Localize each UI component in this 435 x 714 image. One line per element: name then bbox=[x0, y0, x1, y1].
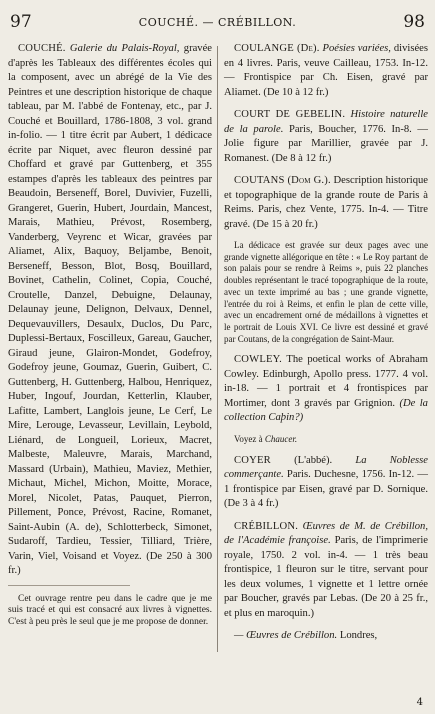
entry-body: Paris. Duchesne, 1756. In-12. — 1 frontispice par Eisen, gravé par D. Sornique. (De 3 à 4 fr.) bbox=[224, 469, 428, 510]
entry-note: La dédicace est gravée sur deux pages avec une grande vignette allégorique en tête : « Le Roy partant de son palais pour se rendre à Reims », puis 22 planches doubles représentant le tracé topographique de la route, avec un texte imprimé au bas ; une grande vignette, l'entrée du roi à Reims, et enfin le plan de cette ville, avec un encadrement orné de médaillons à vignettes et le portrait de Louis XVI. Ce livre est dessiné et gravé par Coutans, de la congrégation de Saint-Maur. bbox=[224, 240, 428, 344]
entry-title: Histoire naturelle de la parole. bbox=[224, 109, 428, 135]
right-page-number: 98 bbox=[403, 12, 425, 32]
entry-title: La Noblesse commerçante. bbox=[224, 454, 428, 481]
entry-title: Œuvres de M. de Crébillon, de l'Académie françoise. bbox=[224, 520, 428, 547]
entry-heading: COUTANS (Dom G.). bbox=[234, 175, 331, 186]
running-header bbox=[10, 12, 425, 34]
signature-mark: 4 bbox=[416, 697, 423, 708]
running-title: COUCHÉ. — CRÉBILLON. bbox=[138, 16, 297, 29]
entry-heading: COWLEY. bbox=[234, 354, 282, 366]
divider bbox=[8, 585, 130, 586]
left-column bbox=[8, 42, 212, 638]
entry-body: The poetical works of Abraham Cowley. Edinburgh, Apollo press. 1777. 4 vol. in-18. — 1 portrait et 4 frontispices par Mortimer, dont 3 gravés par Grignion. bbox=[224, 354, 428, 409]
entry-coyer bbox=[224, 454, 428, 512]
entry-author-title: (L'abbé). bbox=[294, 454, 333, 466]
entry-coutans bbox=[224, 174, 428, 232]
entry-heading: COURT DE GEBELIN. bbox=[234, 109, 346, 120]
entry-heading: COUCHÉ. bbox=[18, 43, 66, 54]
entry-body: Londres, bbox=[339, 630, 378, 642]
entry-body: divisées en 4 livres. Paris, veuve Cailleau, 1753. In-12. — Frontispice par Ch. Eisen, gravé par Aliamet. (De 10 à 12 fr.) bbox=[224, 43, 428, 98]
entry-heading: COYER bbox=[234, 454, 271, 466]
entry-collection: (De la collection Caþin?) bbox=[224, 397, 428, 424]
entry-coulange bbox=[224, 42, 428, 100]
column-rule bbox=[217, 46, 218, 652]
entry-body: Paris, Boucher, 1776. In-8. — Jolie figure par Marillier, gravée par J. Romanest. (De 8 à 12 fr.) bbox=[224, 123, 428, 164]
see-label: Voyez à bbox=[234, 433, 263, 444]
entry-heading: CRÉBILLON. bbox=[234, 520, 299, 532]
entry-crebillon-2 bbox=[224, 629, 428, 644]
see-target: Chaucer. bbox=[264, 433, 298, 444]
entry-body: Description historique et topographique de la grande route de Paris à Reims. Paris, chez Vente, 1775. In-4. — Titre gravé. (De 15 à 20 fr.) bbox=[224, 175, 428, 230]
left-page-number: 97 bbox=[10, 12, 32, 32]
entry-cowley bbox=[224, 353, 428, 426]
entry-couche bbox=[8, 42, 212, 579]
entry-title: Galerie du Palais-Royal, bbox=[69, 43, 180, 54]
entry-body: Paris, de l'imprimerie royale, 1750. 2 vol. in-4. — 1 très beau frontispice, 1 fleuron sur le titre, servant pour les deux volumes, 1 vignette et 1 lettre ornée par Boucher, gravés par Lebas. (De 20 à 25 fr., et plus en maroquin.) bbox=[224, 535, 428, 619]
entry-title: Poésies variées, bbox=[322, 43, 391, 54]
entry-court-de-gebelin bbox=[224, 108, 428, 166]
entry-heading: COULANGE (De). bbox=[234, 43, 320, 54]
right-column bbox=[224, 42, 428, 652]
cross-reference bbox=[224, 434, 428, 446]
entry-title: — Œuvres de Crébillon. bbox=[234, 630, 338, 642]
footnote: Cet ouvrage rentre peu dans le cadre que je me suis tracé et qui est consacré aux livres à vignettes. C'est à peu près le seul que je me propose de donner. bbox=[8, 593, 212, 627]
entry-crebillon bbox=[224, 520, 428, 622]
entry-body: gravée d'après les Tableaux des différentes écoles qui la composent, avec un abrégé de la Vie des Peintres et une description historique de chaque tableau, par M. l'abbé de Fontenay, etc., par J. Couché et Bouillard, 1786-1808, 3 vol. grand in-folio. — 1 titre écrit par Aubert, 1 dédicace écrite par Niquet, avec fleuron dessiné par Choffard et gravé par Guttenberg, et 355 estampes d'après les tableaux des peintres par Beaudoin, Berseneff, Borel, Duvivier, Fuzelli, Grangeret, Guerin, Hubert, Jourdain, Mancest, Marais, Mathieu, Prévost, Rosemberg, Vanderberg, Veyrenc et Wicar, gravées par Aliamet, Alix, Baquoy, Beljambe, Benoit, Berseneff, Besson, Blot, Bosq, Bouillard, Bovinet, Cathelin, Colinet, Copia, Couché, Croutelle, Danzel, Debuigne, Delaunay, Delaunay jeune, Delignon, Delvaux, Dennel, Dequevauvillers, Desaulx, Duclos, Du Parc, Duplessi-Bertaux, Foscilleux, Gareau, Gaucher, Giraud jeune, Glairon-Mondet, Godefroy, Godefroy jeune, Goumaz, Guerin, Guibert, C. Guttenberg, H. Guttenberg, Halbou, Henriquez, Huber, Ingouf, Jourdan, Ketterlin, Klauber, Lafitte, Lambert, Langlois jeune, Le Cerf, Le Mire, Lerouge, Levasseur, Levillain, Leybold, Liénard, de Longueil, Lorieux, Macret, Malbeste, Maleuvre, Marais, Marchand, Massard (Urbain), Mathieu, Maviez, Methier, Michaut, Michel, Michon, Moitte, Morace, Morel, Nicolet, Patas, Pauquet, Pierron, Pillement, Ponce, Prévost, Racine, Romanet, Saint-Aubin (A. de), Schlotterbeck, Simonet, Sudaroff, Tardieu, Tessier, Tilliard, Trière, Varin, Viel, Voisand et Voyez. (De 250 à 300 fr.) bbox=[8, 43, 212, 576]
